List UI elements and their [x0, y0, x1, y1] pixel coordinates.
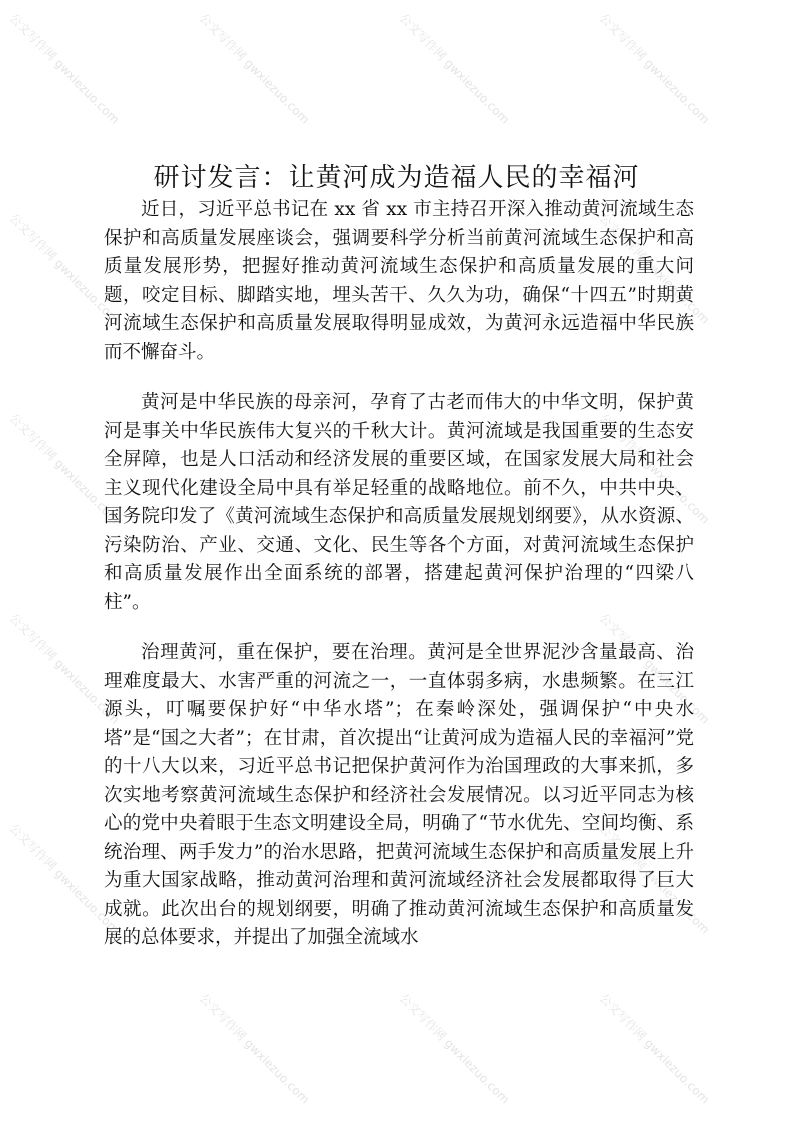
document-body: [104, 196, 694, 975]
document-title: 研讨发言：让黄河成为造福人民的幸福河: [153, 163, 640, 194]
watermark: 公文写作网 gwxiezuo.com: [6, 11, 123, 127]
watermark: 公文写作网 gwxiezuo.com: [396, 11, 513, 127]
watermark: 公文写作网 gwxiezuo.com: [6, 821, 123, 937]
watermark: 公文写作网 gwxiezuo.com: [6, 411, 123, 527]
paragraph: 治理黄河，重在保护，要在治理。黄河是全世界泥沙含量最高、治理难度最大、水害严重的河流之一，一直体弱多病，水患频繁。在三江源头，叮嘱要保护好“中华水塔”；在秦岭深处，强调保护“中央水塔”是“国之大者”；在甘肃，首次提出“让黄河成为造福人民的幸福河”党的十八大以来，习近平总书记把保护黄河作为治国理政的大事来抓，多次实地考察黄河流域生态保护和经济社会发展情况。以习近平同志为核心的党中央着眼于生态文明建设全局，明确了“节水优先、空间均衡、系统治理、两手发力”的治水思路，把黄河流域生态保护和高质量发展上升为重大国家战略，推动黄河治理和黄河流域经济社会发展都取得了巨大成就。此次出台的规划纲要，明确了推动黄河流域生态保护和高质量发展的总体要求，并提出了加强全流域水: [104, 642, 694, 948]
paragraph: 黄河是中华民族的母亲河，孕育了古老而伟大的中华文明，保护黄河是事关中华民族伟大复兴的千秋大计。黄河流域是我国重要的生态安全屏障，也是人口活动和经济发展的重要区域，在国家发展大局和社会主义现代化建设全局中具有举足轻重的战略地位。前不久，中共中央、国务院印发了《黄河流域生态保护和高质量发展规划纲要》，从水资源、污染防治、产业、交通、文化、民生等各个方面，对黄河流域生态保护和高质量发展作出全面系统的部署，搭建起黄河保护治理的“四梁八柱”。: [104, 392, 694, 613]
watermark: 公文写作网 gwxiezuo.com: [6, 211, 123, 327]
watermark: 公文写作网 gwxiezuo.com: [196, 991, 313, 1107]
watermark: 公文写作网 gwxiezuo.com: [196, 11, 313, 127]
watermark: 公文写作网 gwxiezuo.com: [6, 611, 123, 727]
watermark: 公文写作网 gwxiezuo.com: [596, 991, 713, 1107]
watermark: 公文写作网 gwxiezuo.com: [596, 211, 713, 327]
watermark: 公文写作网 gwxiezuo.com: [596, 11, 713, 127]
watermark: 公文写作网 gwxiezuo.com: [596, 821, 713, 937]
paragraph: 近日，习近平总书记在 xx 省 xx 市主持召开深入推动黄河流域生态保护和高质量发展座谈会，强调要科学分析当前黄河流域生态保护和高质量发展形势，把握好推动黄河流域生态保护和高质量发展的重大问题，咬定目标、脚踏实地，埋头苦干、久久为功，确保“十四五”时期黄河流域生态保护和高质量发展取得明显成效，为黄河永远造福中华民族而不懈奋斗。: [104, 199, 694, 363]
watermark: 公文写作网 gwxiezuo.com: [596, 411, 713, 527]
watermark: 公文写作网 gwxiezuo.com: [396, 991, 513, 1107]
watermark: 公文写作网 gwxiezuo.com: [596, 611, 713, 727]
